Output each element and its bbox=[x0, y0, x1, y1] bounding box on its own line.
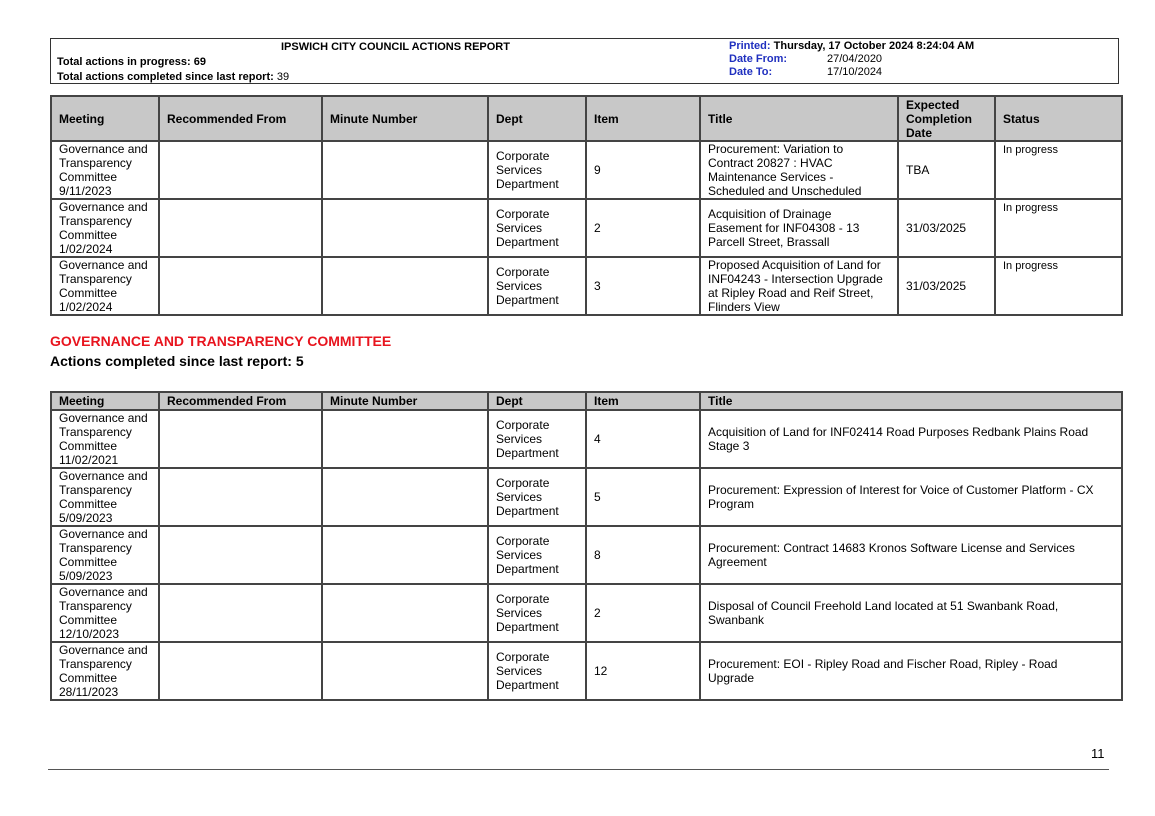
dept-cell bbox=[488, 410, 586, 468]
table-row bbox=[51, 141, 1122, 199]
meeting-line: Transparency bbox=[59, 483, 132, 497]
meeting-line: Transparency bbox=[59, 214, 132, 228]
dept-line: Corporate bbox=[496, 592, 550, 606]
printed-value: Thursday, 17 October 2024 8:24:04 AM bbox=[773, 40, 975, 52]
meeting-cell bbox=[51, 526, 159, 584]
column-header: Item bbox=[586, 96, 700, 141]
meeting-line: 12/10/2023 bbox=[59, 627, 120, 641]
status-cell: In progress bbox=[995, 257, 1122, 315]
meeting-line: Committee bbox=[59, 613, 118, 627]
recommended-from-cell bbox=[159, 526, 322, 584]
column-header: Expected Completion Date bbox=[898, 96, 995, 141]
dept-line: Department bbox=[496, 620, 559, 634]
table-row bbox=[51, 257, 1122, 315]
table-row bbox=[51, 199, 1122, 257]
completion-date-cell: 31/03/2025 bbox=[898, 199, 995, 257]
title-line: Upgrade bbox=[708, 671, 755, 685]
title-cell bbox=[700, 584, 1122, 642]
title-line: Contract 20827 : HVAC bbox=[708, 156, 833, 170]
table-row bbox=[51, 468, 1122, 526]
dept-line: Services bbox=[496, 221, 543, 235]
minute-number-cell bbox=[322, 584, 488, 642]
completion-date-cell: 31/03/2025 bbox=[898, 257, 995, 315]
printed-line bbox=[729, 40, 974, 52]
page-number: 11 bbox=[1091, 746, 1105, 761]
meeting-cell bbox=[51, 257, 159, 315]
title-line: Parcell Street, Brassall bbox=[708, 235, 830, 249]
meeting-line: 9/11/2023 bbox=[59, 184, 112, 198]
meeting-line: Transparency bbox=[59, 272, 132, 286]
table-row bbox=[51, 410, 1122, 468]
item-cell: 8 bbox=[586, 526, 700, 584]
meeting-line: Governance and bbox=[59, 142, 148, 156]
dept-line: Department bbox=[496, 678, 559, 692]
date-from-value: 27/04/2020 bbox=[827, 53, 883, 65]
date-to-label: Date To: bbox=[729, 66, 773, 78]
meeting-line: 1/02/2024 bbox=[59, 242, 113, 256]
minute-number-cell bbox=[322, 468, 488, 526]
column-header: Title bbox=[700, 96, 898, 141]
recommended-from-cell bbox=[159, 199, 322, 257]
title-line: Procurement: Expression of Interest for Voice of Customer Platform - CX bbox=[708, 483, 1094, 497]
actions-completed-table bbox=[50, 391, 1123, 701]
meeting-line: Committee bbox=[59, 286, 118, 300]
printed-label: Printed: bbox=[729, 40, 771, 52]
dept-cell bbox=[488, 642, 586, 700]
meeting-line: Transparency bbox=[59, 156, 132, 170]
actions-in-progress-table bbox=[50, 95, 1123, 316]
table-row bbox=[51, 584, 1122, 642]
section-title: GOVERNANCE AND TRANSPARENCY COMMITTEE bbox=[50, 333, 392, 349]
title-line: Procurement: EOI - Ripley Road and Fischer Road, Ripley - Road bbox=[708, 657, 1058, 671]
column-header: Dept bbox=[488, 96, 586, 141]
title-line: Proposed Acquisition of Land for bbox=[708, 258, 881, 272]
meeting-line: Transparency bbox=[59, 541, 132, 555]
dept-line: Services bbox=[496, 606, 543, 620]
item-cell: 4 bbox=[586, 410, 700, 468]
meeting-line: Governance and bbox=[59, 643, 148, 657]
meeting-cell bbox=[51, 468, 159, 526]
table-row bbox=[51, 526, 1122, 584]
recommended-from-cell bbox=[159, 468, 322, 526]
title-line: Swanbank bbox=[708, 613, 765, 627]
dept-line: Department bbox=[496, 562, 559, 576]
title-line: Procurement: Contract 14683 Kronos Software License and Services bbox=[708, 541, 1075, 555]
dept-line: Corporate bbox=[496, 650, 550, 664]
dept-line: Services bbox=[496, 163, 543, 177]
title-line: Disposal of Council Freehold Land located at 51 Swanbank Road, bbox=[708, 599, 1059, 613]
title-line: Maintenance Services - bbox=[708, 170, 834, 184]
item-cell: 2 bbox=[586, 199, 700, 257]
recommended-from-cell bbox=[159, 141, 322, 199]
date-to-line bbox=[729, 66, 929, 78]
recommended-from-cell bbox=[159, 257, 322, 315]
minute-number-cell bbox=[322, 410, 488, 468]
column-header: Dept bbox=[488, 392, 586, 410]
minute-number-cell bbox=[322, 526, 488, 584]
meeting-line: 11/02/2021 bbox=[59, 453, 119, 467]
dept-cell bbox=[488, 584, 586, 642]
dept-line: Services bbox=[496, 664, 543, 678]
meeting-line: Committee bbox=[59, 170, 118, 184]
title-line: Scheduled and Unscheduled bbox=[708, 184, 862, 198]
item-cell: 3 bbox=[586, 257, 700, 315]
date-from-label: Date From: bbox=[729, 53, 788, 65]
in-progress-value: 69 bbox=[193, 56, 206, 68]
meeting-line: Transparency bbox=[59, 425, 132, 439]
meeting-line: Committee bbox=[59, 497, 118, 511]
dept-line: Department bbox=[496, 446, 559, 460]
meeting-line: Transparency bbox=[59, 657, 132, 671]
minute-number-cell bbox=[322, 141, 488, 199]
report-header bbox=[50, 38, 1119, 84]
title-cell bbox=[700, 526, 1122, 584]
meeting-line: Transparency bbox=[59, 599, 132, 613]
meeting-cell bbox=[51, 141, 159, 199]
column-header: Meeting bbox=[51, 96, 159, 141]
title-line: Acquisition of Drainage bbox=[708, 207, 832, 221]
meeting-line: 1/02/2024 bbox=[59, 300, 113, 314]
dept-line: Services bbox=[496, 279, 543, 293]
title-line: Agreement bbox=[708, 555, 767, 569]
in-progress-summary bbox=[57, 56, 206, 68]
meeting-line: Governance and bbox=[59, 200, 148, 214]
completed-value: 39 bbox=[276, 71, 290, 83]
title-cell bbox=[700, 410, 1122, 468]
meeting-line: Governance and bbox=[59, 469, 148, 483]
dept-cell bbox=[488, 468, 586, 526]
dept-line: Services bbox=[496, 490, 543, 504]
in-progress-label: Total actions in progress: bbox=[57, 56, 191, 68]
date-to-value: 17/10/2024 bbox=[827, 66, 883, 78]
title-cell bbox=[700, 199, 898, 257]
meeting-line: 28/11/2023 bbox=[59, 685, 119, 699]
item-cell: 9 bbox=[586, 141, 700, 199]
title-line: Program bbox=[708, 497, 755, 511]
meeting-line: Governance and bbox=[59, 527, 148, 541]
dept-line: Corporate bbox=[496, 418, 550, 432]
column-header: Status bbox=[995, 96, 1122, 141]
item-cell: 12 bbox=[586, 642, 700, 700]
section-subtitle: Actions completed since last report: 5 bbox=[50, 353, 304, 369]
status-cell: In progress bbox=[995, 199, 1122, 257]
date-from-line bbox=[729, 53, 929, 65]
meeting-line: 5/09/2023 bbox=[59, 511, 113, 525]
recommended-from-cell bbox=[159, 584, 322, 642]
dept-line: Corporate bbox=[496, 207, 550, 221]
dept-line: Department bbox=[496, 504, 559, 518]
report-title: IPSWICH CITY COUNCIL ACTIONS REPORT bbox=[281, 41, 510, 53]
completion-date-cell: TBA bbox=[898, 141, 995, 199]
title-line: Flinders View bbox=[708, 300, 780, 314]
table-row bbox=[51, 642, 1122, 700]
dept-cell bbox=[488, 526, 586, 584]
meeting-line: Governance and bbox=[59, 585, 148, 599]
dept-line: Corporate bbox=[496, 265, 550, 279]
title-cell bbox=[700, 468, 1122, 526]
dept-line: Department bbox=[496, 177, 559, 191]
dept-line: Corporate bbox=[496, 149, 550, 163]
meeting-cell bbox=[51, 642, 159, 700]
meeting-line: Committee bbox=[59, 439, 118, 453]
title-line: Easement for INF04308 - 13 bbox=[708, 221, 860, 235]
status-cell: In progress bbox=[995, 141, 1122, 199]
dept-cell bbox=[488, 257, 586, 315]
item-cell: 5 bbox=[586, 468, 700, 526]
completed-summary bbox=[57, 71, 289, 83]
title-cell bbox=[700, 141, 898, 199]
dept-line: Services bbox=[496, 432, 543, 446]
dept-line: Department bbox=[496, 235, 559, 249]
meeting-line: Committee bbox=[59, 555, 118, 569]
title-line: INF04243 - Intersection Upgrade bbox=[708, 272, 883, 286]
meeting-line: 5/09/2023 bbox=[59, 569, 113, 583]
column-header: Recommended From bbox=[159, 392, 322, 410]
title-line: at Ripley Road and Reif Street, bbox=[708, 286, 874, 300]
meeting-cell bbox=[51, 199, 159, 257]
recommended-from-cell bbox=[159, 642, 322, 700]
title-line: Acquisition of Land for INF02414 Road Purposes Redbank Plains Road bbox=[708, 425, 1089, 439]
meeting-line: Committee bbox=[59, 671, 118, 685]
recommended-from-cell bbox=[159, 410, 322, 468]
footer-divider bbox=[48, 769, 1109, 770]
completed-label: Total actions completed since last report: bbox=[57, 71, 274, 83]
column-header: Item bbox=[586, 392, 700, 410]
dept-cell bbox=[488, 141, 586, 199]
column-header: Minute Number bbox=[322, 96, 488, 141]
item-cell: 2 bbox=[586, 584, 700, 642]
dept-line: Department bbox=[496, 293, 559, 307]
title-line: Procurement: Variation to bbox=[708, 142, 844, 156]
dept-line: Corporate bbox=[496, 476, 550, 490]
meeting-line: Governance and bbox=[59, 411, 148, 425]
dept-line: Corporate bbox=[496, 534, 550, 548]
minute-number-cell bbox=[322, 642, 488, 700]
meeting-line: Governance and bbox=[59, 258, 148, 272]
minute-number-cell bbox=[322, 257, 488, 315]
column-header: Title bbox=[700, 392, 1122, 410]
title-cell bbox=[700, 642, 1122, 700]
dept-cell bbox=[488, 199, 586, 257]
column-header: Recommended From bbox=[159, 96, 322, 141]
minute-number-cell bbox=[322, 199, 488, 257]
title-cell bbox=[700, 257, 898, 315]
column-header: Minute Number bbox=[322, 392, 488, 410]
dept-line: Services bbox=[496, 548, 543, 562]
meeting-cell bbox=[51, 584, 159, 642]
meeting-line: Committee bbox=[59, 228, 118, 242]
meeting-cell bbox=[51, 410, 159, 468]
title-line: Stage 3 bbox=[708, 439, 750, 453]
column-header: Meeting bbox=[51, 392, 159, 410]
